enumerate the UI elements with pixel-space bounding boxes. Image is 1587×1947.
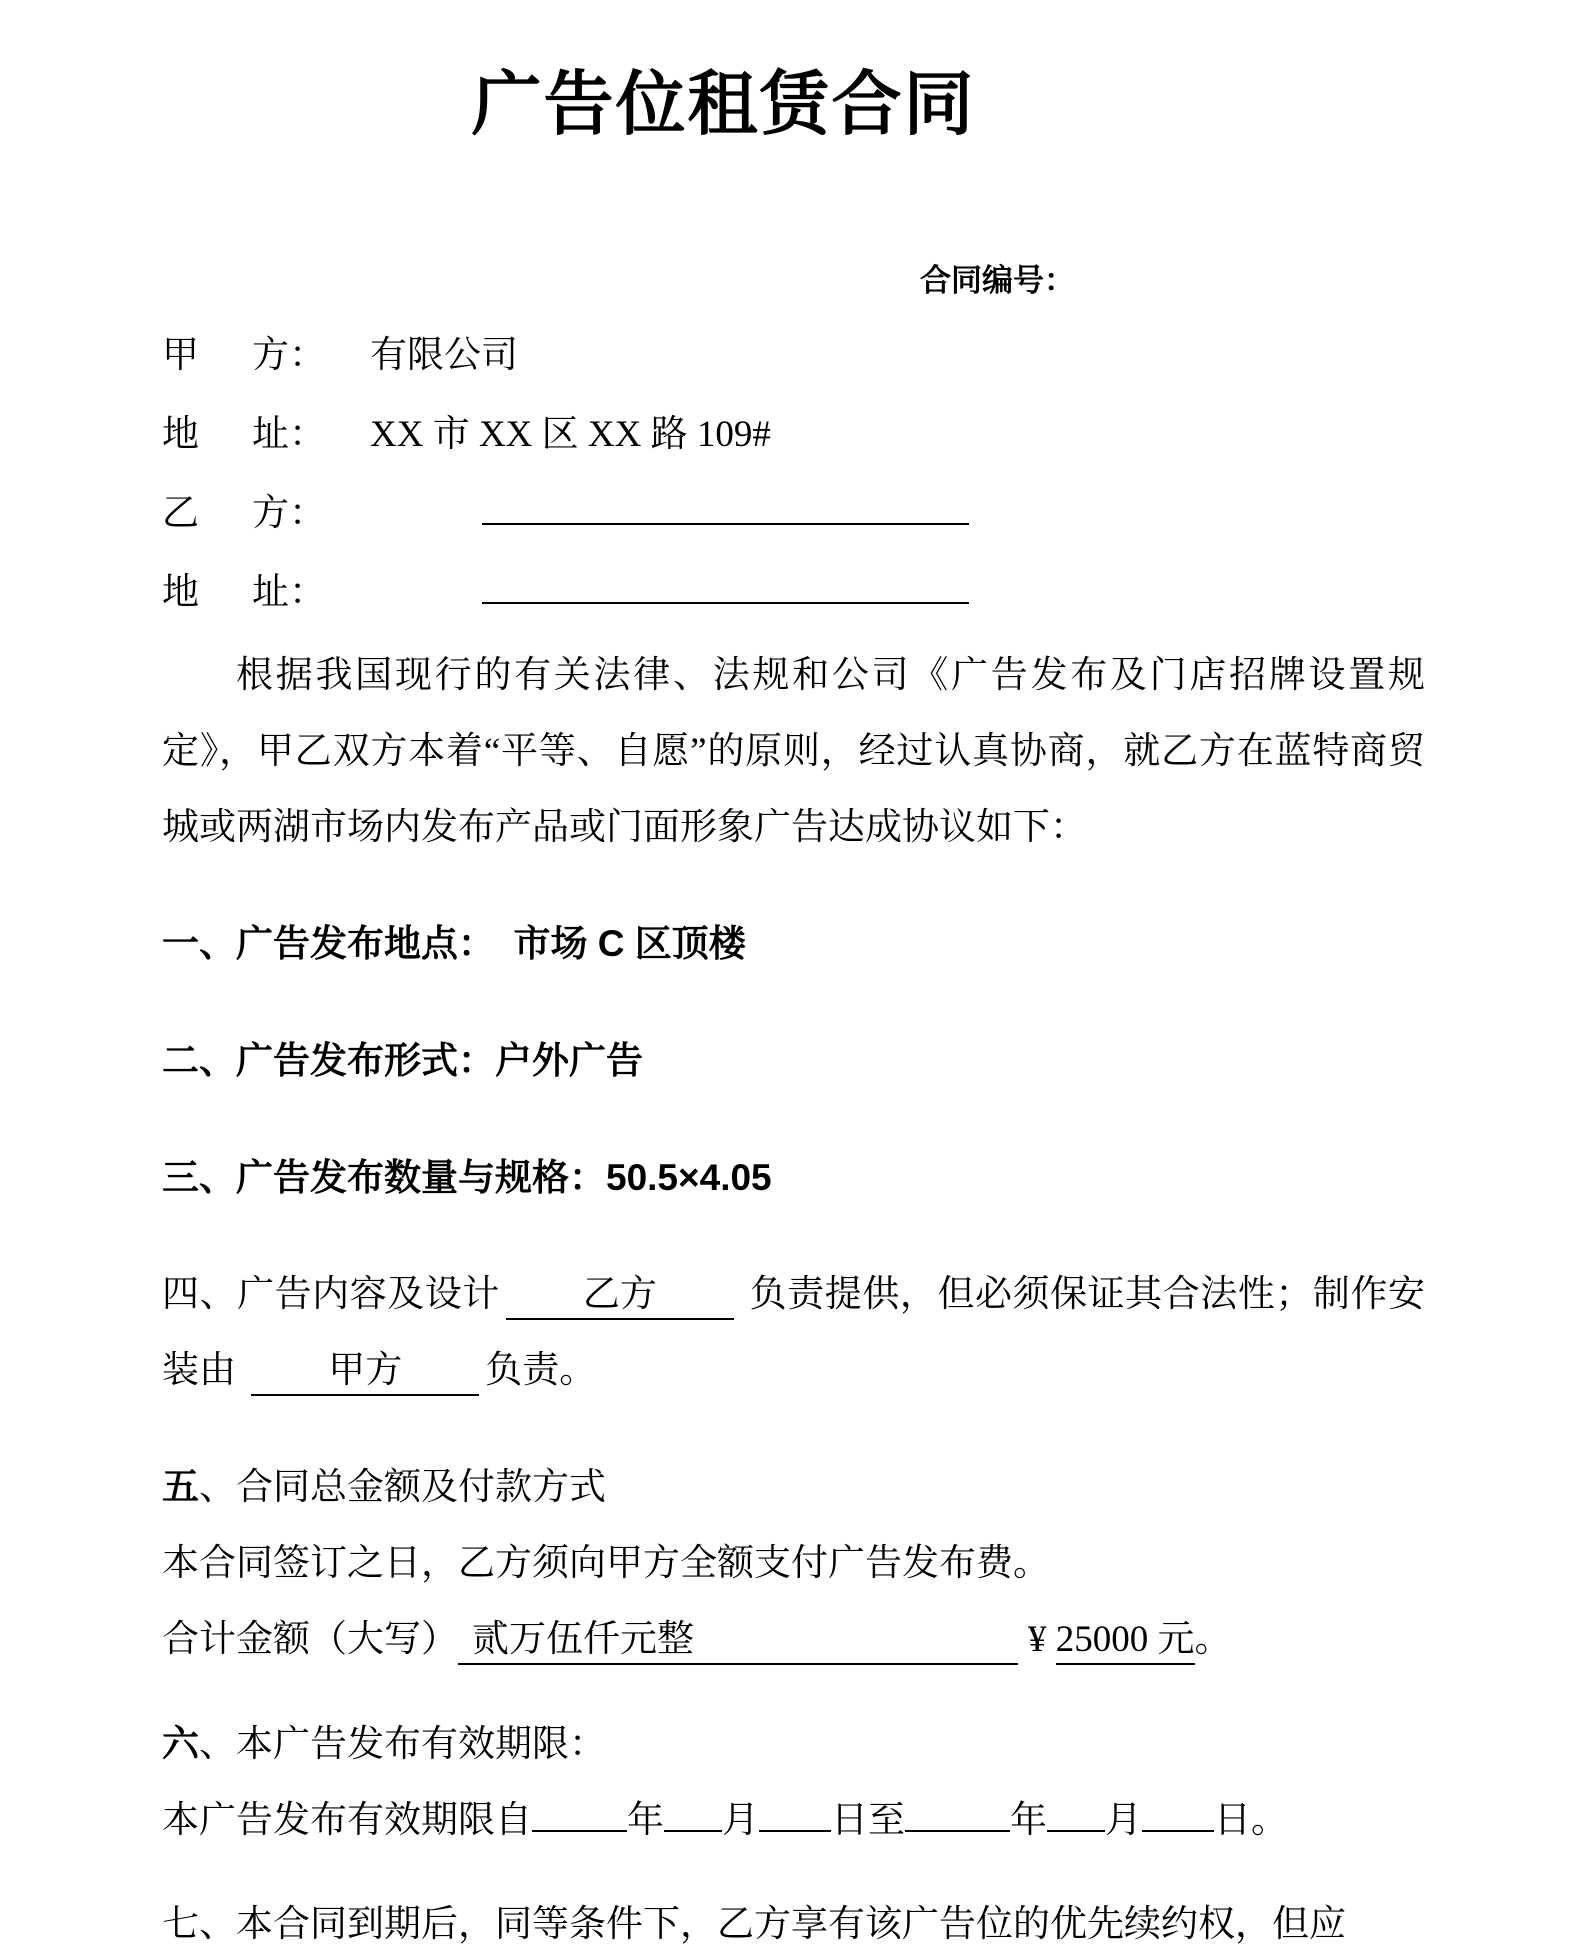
contract-number-label: 合同编号： xyxy=(920,263,1075,298)
party-a-label-char2: 方： xyxy=(252,335,326,376)
address-a-label-char1: 地 xyxy=(162,414,199,455)
year-label-2: 年 xyxy=(1010,1800,1047,1841)
amount-in-words-field: 贰万伍仟元整 xyxy=(458,1617,1018,1665)
item-5-amount-heading xyxy=(162,1449,1425,1526)
end-day-blank-field xyxy=(1142,1800,1214,1832)
address-a-label-char2: 址： xyxy=(252,414,326,455)
address-b-label-char2: 址： xyxy=(252,572,326,613)
year-label-1: 年 xyxy=(627,1800,664,1841)
amount-in-digits-field: 25000 元 xyxy=(1056,1617,1195,1665)
item-6-title: 、本广告发布有效期限： xyxy=(199,1724,606,1765)
payment-term-line xyxy=(162,1526,1425,1602)
party-a-row xyxy=(162,316,1425,395)
end-year-blank-field xyxy=(905,1800,1010,1832)
party-b-blank-field xyxy=(482,493,969,525)
item-4-tail: 负责。 xyxy=(485,1350,597,1391)
preamble-text: 根据我国现行的有关法律、法规和公司《广告发布及门店招牌设置规定》，甲乙双方本着“平等、自愿”的原则，经过认真协商，就乙方在蓝特商贸城或两湖市场内发布产品或门面形象广告达成协议如下： xyxy=(162,655,1425,848)
payment-term-text: 本合同签订之日，乙方须向甲方全额支付广告发布费。 xyxy=(162,1543,1050,1584)
item-2-text: 二、广告发布形式：户外广告 xyxy=(162,1040,643,1081)
day-period-label: 日。 xyxy=(1214,1800,1288,1841)
party-b-address-blank-field xyxy=(482,572,969,604)
item-4-lead: 四、广告内容及设计 xyxy=(162,1274,500,1315)
party-a-label-char1: 甲 xyxy=(162,335,199,376)
page-title: 广告位租赁合同 xyxy=(471,65,976,143)
item-6-number: 六 xyxy=(162,1723,199,1764)
party-a-address-value: XX 市 XX 区 XX 路 109# xyxy=(370,414,771,455)
day-to-label: 日至 xyxy=(831,1800,905,1841)
party-b-label-char1: 乙 xyxy=(162,493,199,534)
item-6-validity-heading xyxy=(162,1706,1425,1783)
party-b-row xyxy=(162,474,1425,553)
party-b-label-char2: 方： xyxy=(252,493,326,534)
month-label-2: 月 xyxy=(1105,1800,1142,1841)
item-5-number: 五 xyxy=(162,1466,199,1507)
item-7-text: 七、本合同到期后，同等条件下，乙方享有该广告位的优先续约权，但应 xyxy=(162,1904,1346,1945)
month-label-1: 月 xyxy=(722,1800,759,1841)
start-year-blank-field xyxy=(532,1800,627,1832)
item-2-form xyxy=(162,1023,1425,1100)
party-a-address-row xyxy=(162,395,1425,474)
amount-label: 合计金额（大写） xyxy=(162,1619,458,1660)
address-b-label-char1: 地 xyxy=(162,572,199,613)
party-a-value: 有限公司 xyxy=(370,335,518,376)
amount-period: 。 xyxy=(1194,1619,1232,1660)
currency-symbol: ¥ xyxy=(1028,1619,1056,1660)
item-4-content-design xyxy=(162,1257,1425,1409)
designer-blank-field: 乙方 xyxy=(506,1272,734,1320)
end-month-blank-field xyxy=(1047,1800,1105,1832)
preamble xyxy=(162,638,1425,866)
item-1-text: 一、广告发布地点： 市场 C 区顶楼 xyxy=(162,923,746,964)
item-3-size xyxy=(162,1140,1425,1217)
validity-date-line xyxy=(162,1783,1425,1859)
item-1-location xyxy=(162,906,1425,983)
document-body xyxy=(162,316,1425,1947)
item-3-text: 三、广告发布数量与规格：50.5×4.05 xyxy=(162,1157,772,1198)
start-month-blank-field xyxy=(664,1800,722,1832)
item-5-title: 、合同总金额及付款方式 xyxy=(199,1467,606,1508)
amount-line xyxy=(162,1602,1425,1678)
item-7-renewal xyxy=(162,1887,1425,1947)
installer-blank-field: 甲方 xyxy=(251,1348,479,1396)
item-4-middle: 负责提供，但必须保证其合法性；制作安装由 xyxy=(162,1274,1426,1391)
start-day-blank-field xyxy=(759,1800,831,1832)
party-b-address-row xyxy=(162,553,1425,632)
validity-lead: 本广告发布有效期限自 xyxy=(162,1800,532,1841)
